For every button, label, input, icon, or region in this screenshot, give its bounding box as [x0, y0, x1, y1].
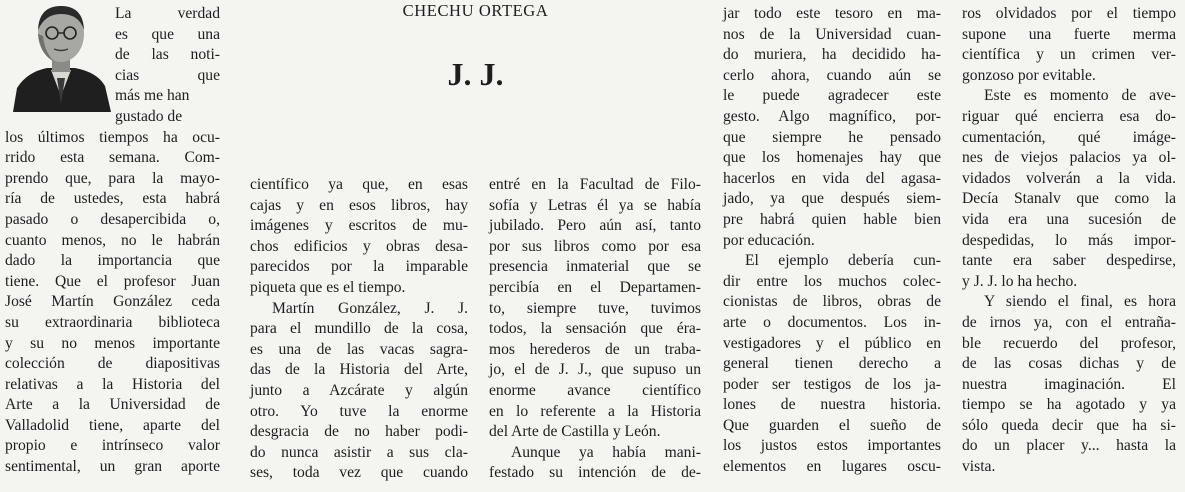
text-line: nuestra imaginación. El [962, 375, 1176, 393]
text-line: junto a Azcárate y algún [250, 381, 468, 399]
text-line: jubilado. Pero aún así, tanto [489, 217, 701, 235]
text-line: imágenes y escritos de mu- [250, 217, 468, 235]
text-line: en lo referente a la Historia [489, 402, 701, 420]
text-line: nes de viejos palacios ya ol- [962, 149, 1176, 167]
text-line: sofía y Letras él ya se había [489, 196, 701, 214]
text-line: todos, la sensación que éra- [489, 320, 701, 338]
text-line: Decía Stanalv que como la [962, 190, 1176, 208]
text-line: científico ya que, en esas [250, 176, 468, 193]
text-line: to, siempre tuve, tuvimos [489, 299, 701, 317]
text-line: Valladolid tiene, aparte del [5, 416, 220, 434]
text-line: por educación. [723, 231, 815, 249]
text-line: cajas y en esos libros, hay [250, 196, 468, 214]
text-line: tiempo se ha agotado y ya [962, 396, 1176, 414]
text-line: y J. J. lo ha hecho. [962, 272, 1078, 290]
text-line: pre habrá quien hable bien [723, 210, 941, 228]
text-line: y su no menos importante [5, 334, 220, 352]
text-line: propio e intrínseco valor [5, 437, 220, 455]
text-line: es que una [115, 25, 220, 43]
text-line: piqueta que es el tiempo. [250, 278, 406, 296]
text-line: do un placer y... hasta la [962, 437, 1176, 455]
text-line: gonzoso por evitable. [962, 66, 1096, 84]
text-line: tiene. Que el profesor Juan [5, 272, 220, 290]
text-line: los últimos tiempos ha ocu- [5, 128, 220, 146]
text-line: otro. Yo tuve la enorme [250, 402, 468, 420]
text-line: dir entre los muchos colec- [723, 272, 941, 290]
text-line: colección de diapositivas [5, 355, 220, 373]
text-line: despedidas, lo más impor- [962, 231, 1176, 249]
article-column-2 [250, 175, 468, 484]
text-line: do nunca asistir a sus cla- [250, 443, 468, 461]
text-line: parecidos por la imparable [250, 258, 468, 276]
text-line: de irnos ya, con el entraña- [962, 313, 1176, 331]
text-line: percibía en el Departamen- [489, 278, 701, 296]
text-line: gesto. Algo magnífico, por- [723, 107, 941, 125]
text-line: desgracia de no haber podi- [250, 423, 468, 441]
headline: J. J. [447, 56, 504, 92]
text-line: más me han [115, 87, 190, 105]
text-line: Este es momento de ave- [984, 87, 1176, 105]
text-line: relativas a la Historia del [5, 375, 220, 393]
text-line: jado, ya que después siem- [723, 190, 941, 208]
text-line: general tienen derecho a [723, 355, 941, 373]
text-line: poder ser testigos de los ja- [723, 375, 941, 393]
text-line: Que guarden el sueño de [723, 416, 941, 434]
text-line: das de la Historia del Arte, [250, 361, 468, 379]
text-line: del Arte de Castilla y León. [489, 423, 661, 441]
text-line: los justos estos importantes [723, 437, 941, 455]
text-line: ses, toda vez que cuando [250, 464, 468, 482]
text-line: jo, el de J. J., que supuso un [489, 361, 701, 379]
text-line: presencia inmaterial que se [489, 258, 701, 276]
text-line: chos edificios y obras desa- [250, 237, 468, 255]
text-line: científica y un crimen ver- [962, 46, 1176, 64]
text-line: rrido esta semana. Com- [5, 149, 220, 167]
text-line: vista. [962, 458, 996, 476]
text-line: por sus libros como por esa [489, 237, 701, 255]
text-line: dado la importancia que [5, 252, 220, 270]
text-line: La verdad [115, 5, 220, 22]
text-line: mos herederos de un traba- [489, 340, 701, 358]
text-line: de las noti- [115, 46, 220, 64]
text-line: ría de ustedes, esta habrá [5, 190, 220, 208]
text-line: nos de la Universidad cuan- [723, 25, 941, 43]
text-line: ros olvidados por el tiempo [962, 5, 1176, 22]
text-line: cerlo ahora, cuando aún se [723, 66, 941, 84]
text-line: arte o documentos. Los in- [723, 313, 941, 331]
byline: CHECHU ORTEGA [402, 1, 549, 20]
text-line: pasado o desapercibida o, [5, 210, 220, 228]
text-line: es una de las vacas sagra- [250, 340, 468, 358]
text-line: elementos en lugares oscu- [723, 458, 941, 476]
text-line: El ejemplo debería cun- [745, 252, 941, 270]
text-line: Y siendo el final, es hora [984, 293, 1176, 311]
text-line: entré en la Facultad de Filo- [489, 176, 701, 193]
text-line: Aunque ya había mani- [511, 443, 701, 461]
text-line: que los homenajes hay que [723, 149, 941, 167]
text-line: para el mundillo de la cosa, [250, 320, 468, 338]
text-line: jar todo este tesoro en ma- [723, 5, 941, 22]
text-line: José Martín González ceda [5, 293, 220, 311]
text-line: sólo queda decir que ha si- [962, 416, 1176, 434]
article-column-1 [5, 4, 220, 478]
text-line: Martín González, J. J. [272, 299, 468, 317]
text-line: festado su intención de de- [489, 464, 701, 482]
text-line: enorme avance científico [489, 381, 701, 399]
text-line: de las cosas dichas y de [962, 355, 1176, 373]
text-line: hacerlos en vida del agasa- [723, 169, 941, 187]
text-line: le puede agradecer este [723, 87, 941, 105]
article-column-5 [962, 4, 1176, 478]
article-column-4 [723, 4, 941, 478]
text-line: ble recuerdo del profesor, [962, 334, 1176, 352]
text-line: vestigadores y el público en [723, 334, 941, 352]
text-line: cias que [115, 66, 220, 84]
text-line: lones de nuestra historia. [723, 396, 941, 414]
text-line: cumentación, qué imáge- [962, 128, 1176, 146]
text-line: Arte a la Universidad de [5, 396, 220, 414]
article-column-3 [489, 175, 701, 484]
text-line: riguar qué encierra esa do- [962, 107, 1176, 125]
text-line: que siempre he pensado [723, 128, 941, 146]
text-line: supone una fuerte merma [962, 25, 1176, 43]
text-line: gustado de [115, 107, 183, 125]
text-line: prendo que, para la mayo- [5, 169, 220, 187]
text-line: tante era saber despedirse, [962, 252, 1176, 270]
text-line: cuanto menos, no le habrán [5, 231, 220, 249]
text-line: sentimental, un gran aporte [5, 458, 220, 476]
text-line: vidados volverán a la vida. [962, 169, 1176, 187]
text-line: su extraordinaria biblioteca [5, 313, 220, 331]
text-line: do muriera, ha decidido ha- [723, 46, 941, 64]
text-line: vida era una sucesión de [962, 210, 1176, 228]
text-line: cionistas de libros, obras de [723, 293, 941, 311]
